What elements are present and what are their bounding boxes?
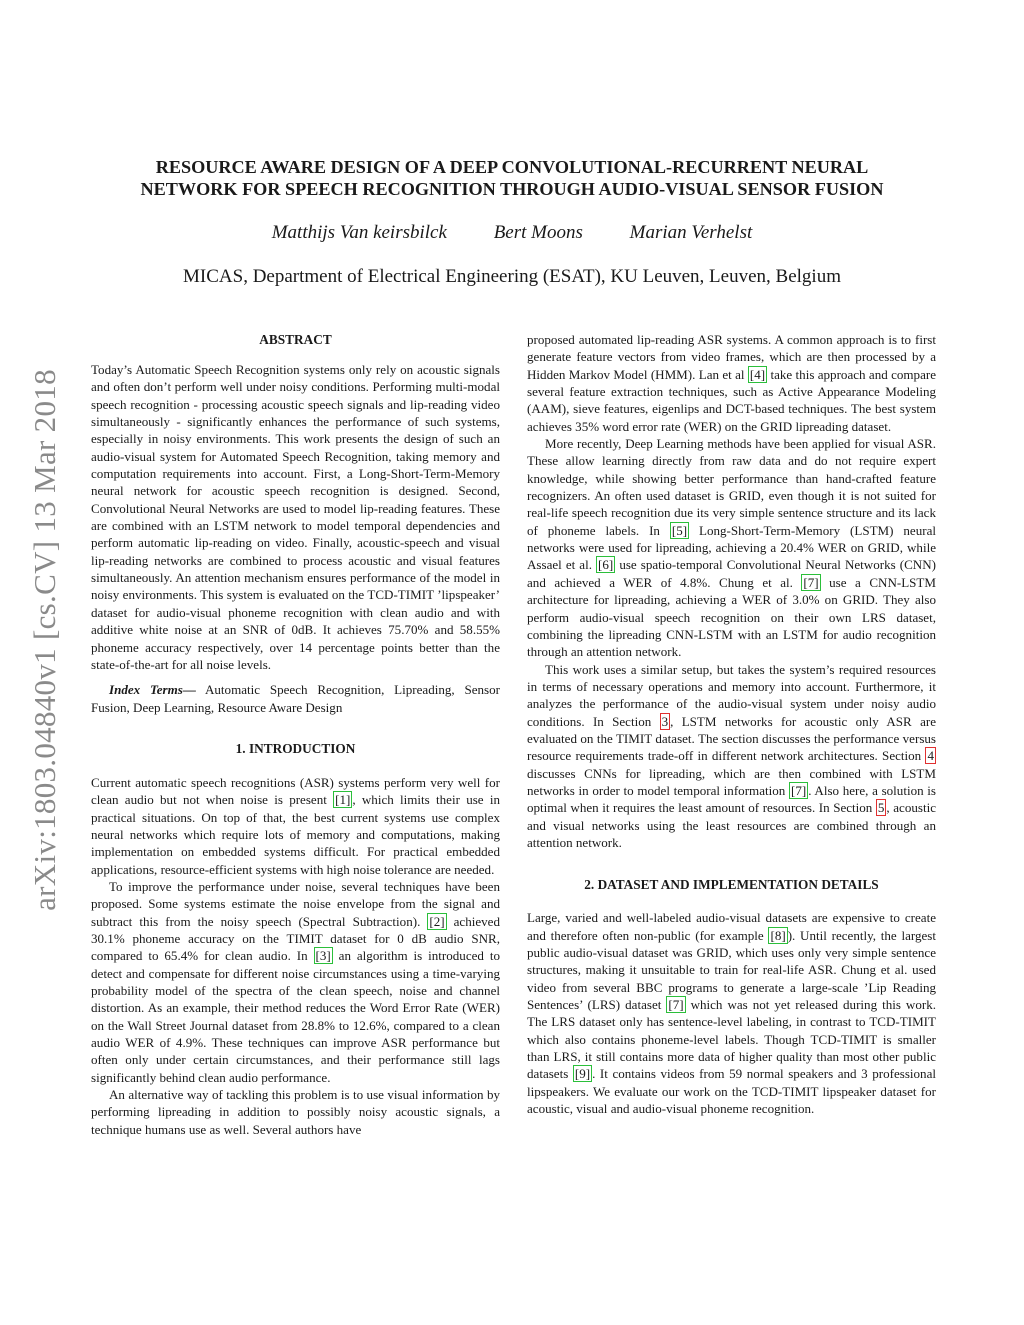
paragraph-text: Long-Short-Term-Memory (LSTM) neural networks were used for lipreading, achieving a 20.4% WER on GRID, while Assael et al.	[527, 522, 936, 573]
paragraph-text: use spatio-temporal Convolutional Neural Networks (CNN) and achieved a WER of 4.8%. Chung et al.	[527, 557, 936, 590]
author-name: Matthijs Van keirsbilck	[271, 222, 447, 243]
paragraph-text: which was not yet released during this work. The LRS dataset only has sentence-level labeling, in contrast to TCD-TIMIT which also contains phoneme-level labels. Though TCD-TIMIT is smaller than LRS, it still contains more data of higher quality than most other public datasets	[527, 997, 936, 1082]
title-line-1: RESOURCE AWARE DESIGN OF A DEEP CONVOLUTIONAL-RECURRENT NEURAL	[155, 157, 869, 177]
paragraph-text: take this approach and compare several feature extraction techniques, such as Active Appearance Modeling (AAM), sieve features, eigenlips and DCT-based techniques. The best system achieves 35% word error rate (WER) on the GRID lipreading dataset.	[527, 366, 936, 434]
citation-link[interactable]: [4]	[749, 366, 766, 382]
paragraph-text: , acoustic and visual networks using the least resources are combined through an attention network.	[527, 800, 936, 850]
paragraph-text: use a CNN-LSTM architecture for lipreading, achieving a WER of 3.0% on GRID. They also perform audio-visual speech recognition on their own LRS dataset, combining the lipreading CNN-LSTM with an LSTM for audio recognition through an attention network.	[527, 574, 937, 660]
paragraph-text: ). Until recently, the largest public audio-visual dataset was GRID, which uses only very simple sentence structures, making it unsuitable to train for real-life ASR. Chung et al. used video from several BBC programs to generate a large-scale ’Lip Reading Sentences’ (LRS) dataset	[527, 927, 936, 1013]
index-terms-text: Automatic Speech Recognition, Lipreading, Sensor Fusion, Deep Learning, Resource Aware Design	[91, 682, 500, 715]
citation-link[interactable]: [7]	[668, 997, 684, 1013]
paragraph-text: Current automatic speech recognitions (ASR) systems perform very well for clean audio but not when noise is present	[91, 774, 500, 808]
citation-link[interactable]: [2]	[429, 913, 445, 929]
abstract-heading: ABSTRACT	[259, 332, 332, 347]
dataset-heading: 2. DATASET AND IMPLEMENTATION DETAILS	[584, 877, 879, 893]
intro-paragraph: An alternative way of tackling this problem is to use visual information by performing lipreading in addition to possibly noisy acoustic signals, a technique humans use as well. Several authors have	[91, 1087, 500, 1137]
intro-paragraph	[527, 331, 936, 435]
citation-link[interactable]: [7]	[790, 782, 807, 798]
intro-paragraph	[527, 435, 936, 660]
citation-link[interactable]: [8]	[770, 927, 786, 943]
introduction-heading: 1. INTRODUCTION	[235, 740, 356, 756]
paragraph-text: More recently, Deep Learning methods have been applied for visual ASR. These allow learning directly from raw data and do not require expert knowledge, while showing better performance than hand-crafted feature recognizers. An often used dataset is GRID, even though it is not suited for real-life speech recognition due its very simple sentence structure and its lack of phoneme labels. In	[527, 436, 936, 538]
citation-link[interactable]: [1]	[335, 792, 351, 808]
author-name: Marian Verhelst	[629, 222, 753, 243]
right-column	[527, 331, 936, 1117]
section-link[interactable]: 4	[927, 748, 934, 764]
index-terms	[91, 681, 500, 716]
paragraph-text: proposed automated lip-reading ASR systems. A common approach is to first generate feature vectors from video frames, which are then processed by a Hidden Markov Model (HMM). Lan et al	[527, 332, 936, 382]
author-name: Bert Moons	[493, 222, 583, 243]
paragraph-text: , LSTM networks for acoustic only ASR are evaluated on the TIMIT dataset. The section discusses the performance versus resource requirements trade-off in different network architectures. Section	[527, 713, 936, 764]
citation-link[interactable]: [5]	[671, 522, 688, 538]
title-line-2: NETWORK FOR SPEECH RECOGNITION THROUGH AUDIO-VISUAL SENSOR FUSION	[140, 179, 884, 199]
paragraph-text: an algorithm is introduced to detect and compensate for different noise circumstances using a time-varying probability model of the spectra of the clean speech, noise and channel distortion. As an example, their method reduces the Word Error Rate (WER) on the Wall Street Journal dataset from 28.8% to 12.6%, compared to a clean audio WER of 4.9%. These techniques can improve ASR performance but often only under certain circumstances, and their performance still lags significantly behind clean audio performance.	[91, 948, 501, 1085]
index-terms-label: Index Terms—	[109, 682, 196, 698]
paragraph-text: This work uses a similar setup, but takes the system’s required resources in terms of necessary operations and memory into account. Furthermore, it analyzes the performance of the audio-visual system under noisy audio conditions. In Section	[527, 661, 936, 729]
author-list	[0, 222, 1024, 244]
left-column	[91, 331, 500, 1138]
citation-link[interactable]: [6]	[598, 557, 614, 573]
intro-paragraph	[91, 878, 500, 1086]
section-link[interactable]: 5	[877, 800, 885, 816]
citation-link[interactable]: [7]	[803, 574, 819, 590]
paragraph-text: achieved 30.1% phoneme accuracy on the TIMIT dataset for 0 dB audio SNR, compared to 65.4% for clean audio. In	[91, 913, 500, 964]
affiliation: MICAS, Department of Electrical Engineering (ESAT), KU Leuven, Leuven, Belgium	[183, 266, 841, 287]
intro-paragraph	[527, 661, 936, 852]
abstract-text: Today’s Automatic Speech Recognition systems only rely on acoustic signals and often don’t perform well under noisy conditions. Performing multi-modal speech recognition - processing acoustic speech signals and lip-reading video simultaneously - significantly enhances the performance of such systems, especially in noisy environments. This work presents the design of such an audio-visual system for Automated Speech Recognition, taking memory and computation requirements into account. First, a Long-Short-Term-Memory neural network for acoustic speech recognition is designed. Second, Convolutional Neural Networks are used to model lip-reading features. These are combined with an LSTM network to model temporal dependencies and perform automatic lip-reading on video. Finally, acoustic-speech and visual lip-reading networks are combined to process acoustic and visual features simultaneously. An attention mechanism ensures performance of the model in noisy environments. This system is evaluated on the TCD-TIMIT ’lipspeaker’ dataset for audio-visual phoneme recognition with clean audio and with additive white noise at an SNR of 0dB. It achieves 75.70% and 58.55% phoneme accuracy respectively, over 14 percentage points better than the state-of-the-art for all noise levels.	[91, 362, 500, 672]
paragraph-text: . Also here, a solution is optimal when it requires the least amount of resources. In Section	[527, 782, 936, 816]
paragraph-text: To improve the performance under noise, several techniques have been proposed. Some systems estimate the noise envelope from the signal and subtract this from the noisy speech (Spectral Subtraction).	[91, 878, 500, 929]
intro-paragraph	[91, 774, 500, 878]
paragraph-text: discusses CNNs for lipreading, which are then combined with LSTM networks in order to model temporal information	[527, 765, 936, 798]
paragraph-text: , which limits their use in practical situations. On top of that, the best current systems use complex neural networks which require lots of memory and computations, making implementation on embedded systems difficult. For practical embedded applications, resource-efficient systems with high noise tolerance are needed.	[91, 792, 500, 877]
citation-link[interactable]: [9]	[574, 1066, 591, 1082]
arxiv-identifier[interactable]: arXiv:1803.04840v1 [cs.CV] 13 Mar 2018	[27, 369, 62, 911]
paragraph-text: . It contains videos from 59 normal speakers and 3 professional lipspeakers. We evaluate our work on the TCD-TIMIT lipspeaker dataset for acoustic, visual and audio-visual phoneme recognition.	[527, 1066, 936, 1117]
dataset-paragraph	[527, 909, 936, 1117]
paragraph-text: Large, varied and well-labeled audio-visual datasets are expensive to create and therefore often non-public (for example	[527, 910, 936, 943]
citation-link[interactable]: [3]	[315, 948, 331, 964]
section-link[interactable]: 3	[661, 713, 669, 729]
paper-title	[60, 156, 964, 200]
